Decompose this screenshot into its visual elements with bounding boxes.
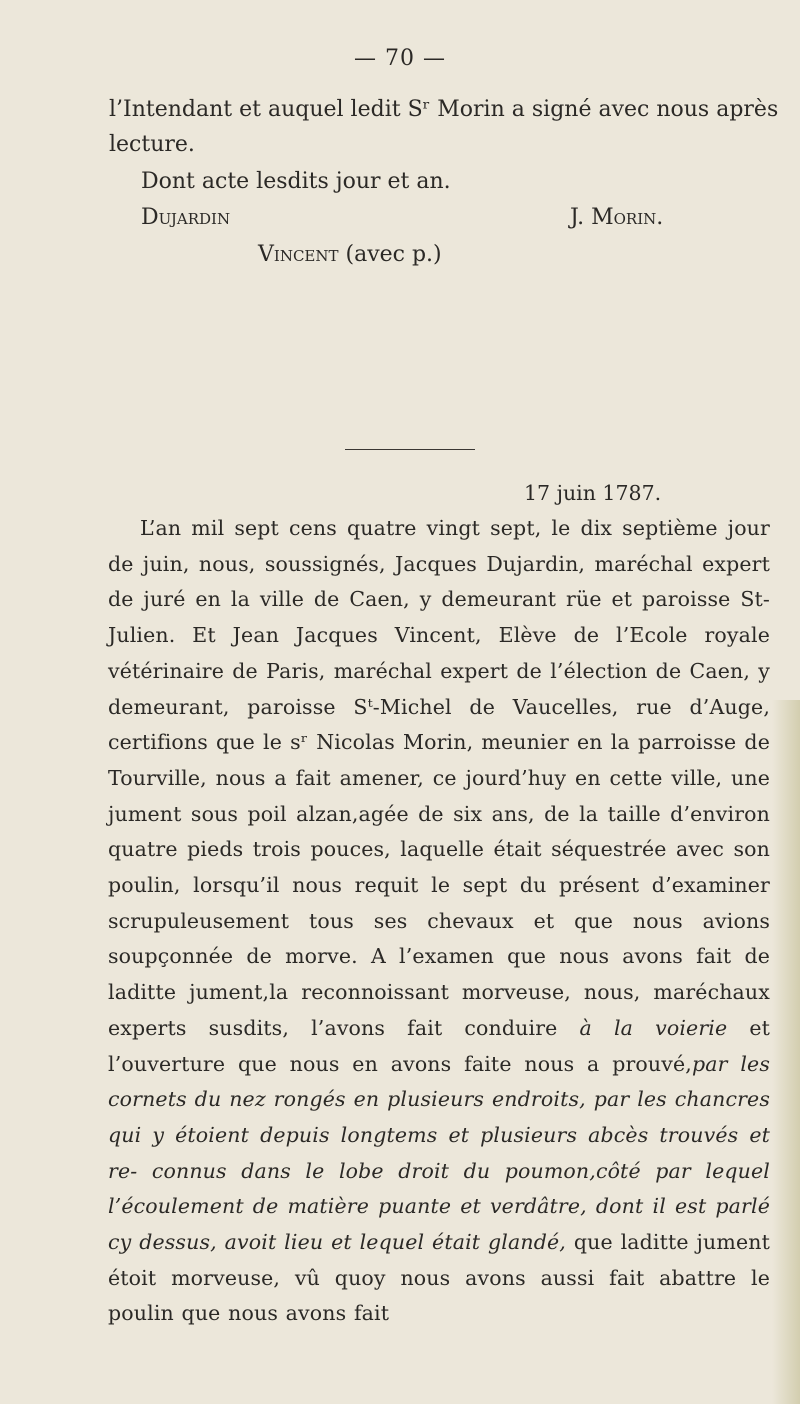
signature-vincent-note: (avec p.) bbox=[345, 242, 442, 267]
document-body bbox=[108, 511, 770, 1332]
body-text-3: que laditte jument étoit morveuse, vû quoy nous avons aussi fait abattre le poulin que nous avons fait bbox=[108, 1230, 771, 1326]
body-paragraph bbox=[108, 511, 770, 1332]
body-text-1: L’an mil sept cens quatre vingt sept, le dix septième jour de juin, nous, soussignés, Jacques Dujardin, maréchal expert de juré en la ville de Caen, y demeurant rüe et paroisse St-Julien. Et Jean Jacques Vincent, Elève de l’Ecole royale vétérinaire de Paris, maréchal expert de l’élection de Caen, y demeurant, paroisse Sᵗ-Michel de Vaucelles, rue d’Auge, certifions que le sʳ Nicolas Morin, meunier en la parroisse de Tourville, nous a fait amener, ce jourd’huy en cette ville, une jument sous poil alzan,agée de six ans, de la taille d’environ quatre pieds trois pouces, laquelle était séquestrée avec son poulin, lorsqu’il nous requit le sept du présent d’examiner scrupuleusement tous ses chevaux et que nous avions soupçonnée de morve. A l’examen que nous avons fait de laditte jument,la reconnoissant morveuse, nous, maréchaux experts susdits, l’avons fait conduire bbox=[108, 516, 770, 1040]
body-italic-2: par les cornets du nez rongés en plusieurs endroits, par les chancres qui y étoient depuis longtems et plusieurs abcès trouvés et re- connus dans le lobe droit du poumon,côté par lequel l’écoulement de matière puante et verdâtre, dont il est parlé cy dessus, avoit lieu et lequel était glandé, bbox=[108, 1051, 771, 1255]
entry-date: 17 juin 1787. bbox=[524, 481, 662, 505]
closing-formula: Dont acte lesdits jour et an. bbox=[141, 169, 451, 194]
body-italic-1: à la voierie bbox=[579, 1015, 728, 1040]
body-text-2: et l’ouverture que nous en avons faite nous a prouvé, bbox=[108, 1015, 771, 1076]
page-edge-tint bbox=[772, 700, 800, 1404]
page-number: — 70 — bbox=[354, 46, 446, 71]
header-line-1: l’Intendant et auquel ledit Sʳ Morin a signé avec nous après bbox=[109, 97, 779, 122]
signature-dujardin: Dujardin bbox=[141, 205, 231, 230]
signature-morin: J. Morin. bbox=[570, 205, 664, 230]
signature-vincent-line bbox=[258, 244, 442, 266]
signature-vincent: Vincent bbox=[258, 242, 339, 267]
header-line-2: lecture. bbox=[109, 132, 195, 157]
separator-rule bbox=[345, 449, 475, 450]
